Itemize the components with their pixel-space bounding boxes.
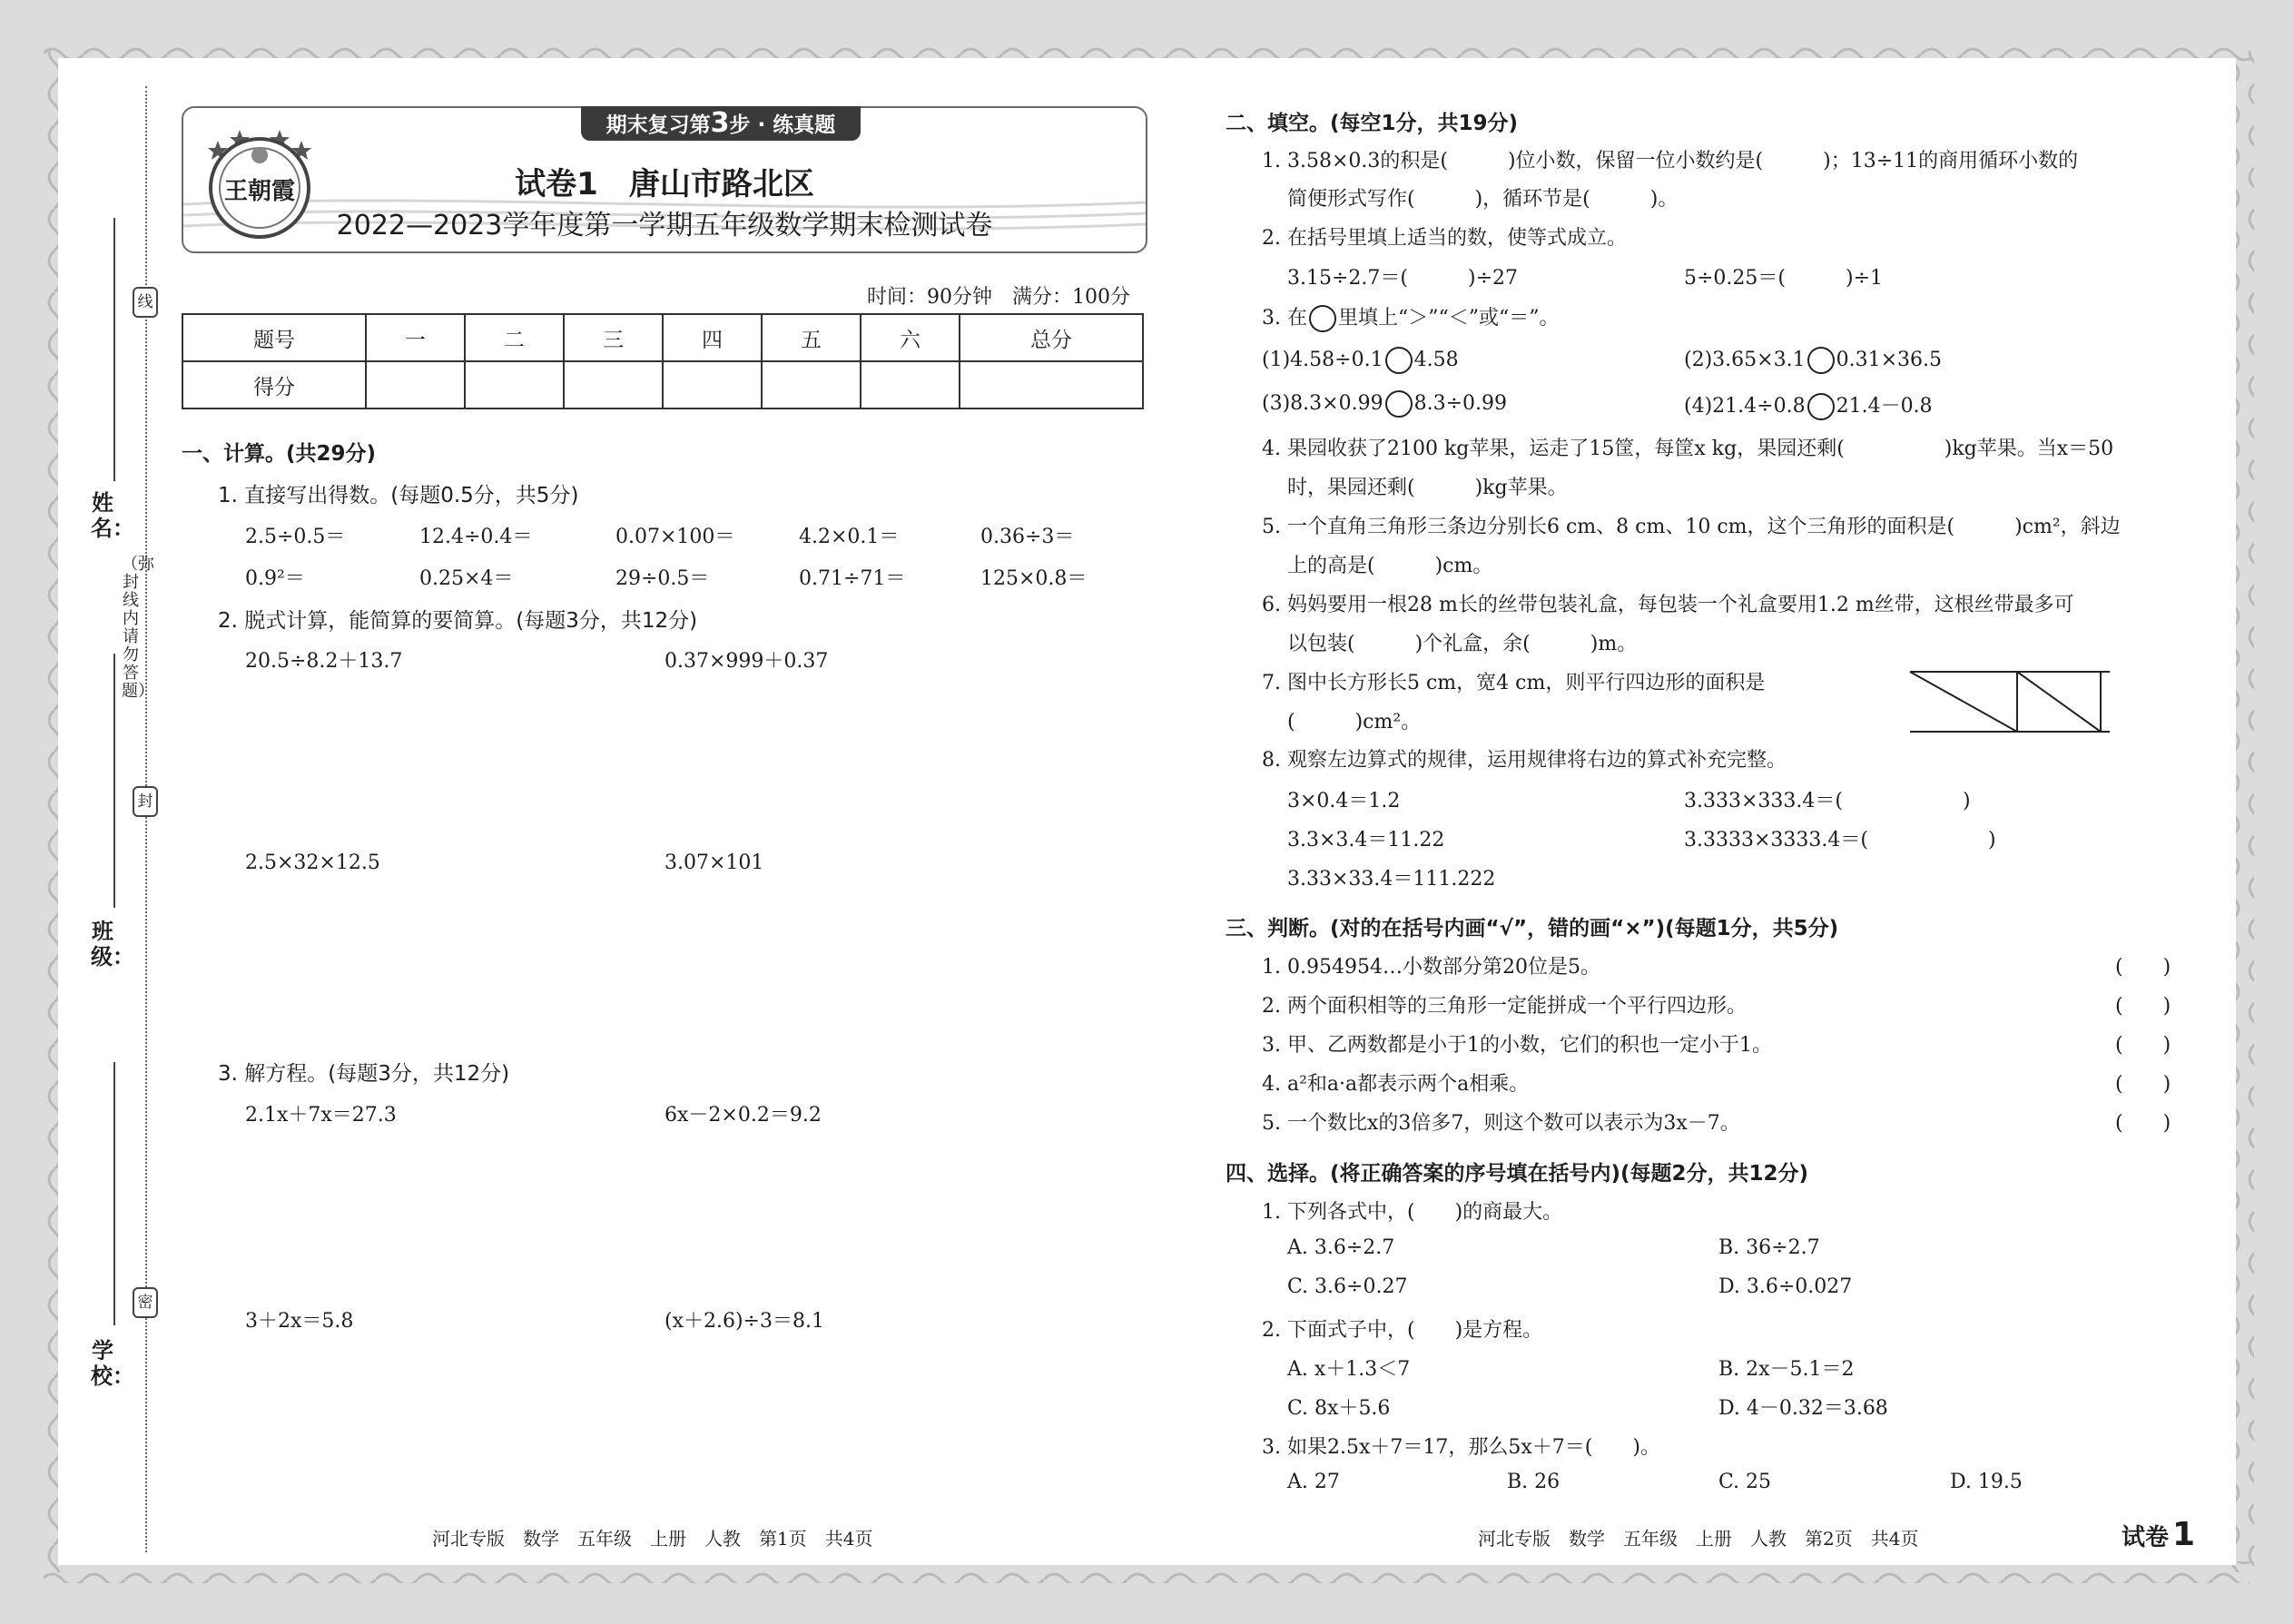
oral-calc: 125×0.8＝	[980, 567, 1088, 590]
score-input-cell[interactable]	[861, 361, 960, 408]
pattern-left: 3.33×33.4＝111.222	[1287, 868, 1496, 891]
judge-item: 2. 两个面积相等的三角形一定能拼成一个平行四边形。	[1262, 995, 1747, 1018]
oral-calc: 0.71÷71＝	[799, 567, 906, 590]
oral-calc: 12.4÷0.4＝	[419, 526, 533, 548]
choice-q1: 1. 下列各式中，( )的商最大。	[1262, 1201, 1563, 1224]
q2-title: 2. 脱式计算，能简算的要简算。(每题3分，共12分)	[218, 609, 698, 633]
choice-q2: 2. 下面式子中，( )是方程。	[1262, 1319, 1543, 1342]
page-footer-right: 河北专版 数学 五年级 上册 人教 第2页 共4页	[1478, 1528, 1919, 1550]
seal-line: 线	[133, 287, 158, 318]
pattern-left: 3.3×3.4＝11.22	[1287, 829, 1445, 851]
judge-item: 1. 0.954954…小数部分第20位是5。	[1262, 956, 1600, 979]
fill-q2a: 3.15÷2.7＝( )÷27	[1287, 267, 1518, 290]
score-cell: 总分	[960, 314, 1143, 361]
judge-answer-blank[interactable]: ( )	[2115, 1112, 2171, 1135]
choice-option: B. 36÷2.7	[1718, 1236, 1820, 1259]
score-input-cell[interactable]	[564, 361, 663, 408]
step-calc: 0.37×999＋0.37	[665, 650, 829, 673]
compare-circle-icon	[1309, 305, 1336, 332]
choice-option: D. 4－0.32＝3.68	[1718, 1397, 1888, 1420]
judge-answer-blank[interactable]: ( )	[2115, 1073, 2171, 1096]
section-2-title: 二、填空。(每空1分，共19分)	[1226, 112, 1519, 135]
fill-q5-line1: 5. 一个直角三角形三条边分别长6 cm、8 cm、10 cm，这个三角形的面积是( )cm²，斜边	[1262, 516, 2121, 538]
oral-calc: 0.9²＝	[245, 567, 305, 590]
fill-q6-line1: 6. 妈妈要用一根28 m长的丝带包装礼盒，每包装一个礼盒要用1.2 m丝带，这根丝带最多可	[1262, 594, 2074, 616]
step-calc: 2.5×32×12.5	[245, 851, 380, 874]
paper-number-badge: 试卷 1	[2122, 1516, 2196, 1553]
fill-q5-line2: 上的高是( )cm。	[1287, 555, 1493, 577]
seal-feng: 封	[133, 786, 158, 817]
compare-circle-icon[interactable]	[1385, 347, 1413, 374]
equation: (x＋2.6)÷3＝8.1	[665, 1310, 824, 1333]
compare-circle-icon[interactable]	[1807, 347, 1835, 374]
score-cell: 二	[465, 314, 564, 361]
score-table-header-row	[182, 314, 1143, 361]
score-input-cell[interactable]	[960, 361, 1143, 408]
score-cell: 一	[366, 314, 465, 361]
pattern-right: 3.333×333.4＝( )	[1684, 790, 1971, 812]
step-calc: 20.5÷8.2＋13.7	[245, 650, 403, 673]
fill-q7-line1: 7. 图中长方形长5 cm，宽4 cm，则平行四边形的面积是	[1262, 672, 1766, 694]
pattern-right: 3.3333×3333.4＝( )	[1684, 829, 1996, 851]
seal-mi: 密	[133, 1287, 158, 1318]
q3-title: 3. 解方程。(每题3分，共12分)	[218, 1062, 510, 1086]
time-info: 时间：90分钟 满分：100分	[867, 286, 1130, 309]
choice-option: A. 3.6÷2.7	[1287, 1236, 1395, 1259]
fill-q4-line2: 时，果园还剩( )kg苹果。	[1287, 477, 1568, 499]
class-label: 班级：	[91, 919, 134, 969]
review-step-tab: 期末复习第3步 · 练真题	[581, 106, 861, 141]
oral-calc: 2.5÷0.5＝	[245, 526, 346, 548]
compare-item: (1)4.58÷0.1 4.58	[1262, 347, 1459, 374]
judge-item: 5. 一个数比x的3倍多7，则这个数可以表示为3x－7。	[1262, 1112, 1740, 1135]
score-cell: 四	[663, 314, 762, 361]
score-cell: 六	[861, 314, 960, 361]
score-input-cell[interactable]	[663, 361, 762, 408]
fill-q2b: 5÷0.25＝( )÷1	[1684, 267, 1884, 290]
fill-q7-line2: ( )cm²。	[1287, 711, 1422, 733]
oral-calc: 0.25×4＝	[419, 567, 514, 590]
score-input-cell[interactable]	[465, 361, 564, 408]
step-calc: 3.07×101	[665, 851, 764, 874]
compare-item: (2)3.65×3.1 0.31×36.5	[1684, 347, 1942, 374]
judge-item: 4. a²和a·a都表示两个a相乘。	[1262, 1073, 1530, 1096]
equation: 3＋2x＝5.8	[245, 1310, 354, 1333]
page-footer-left: 河北专版 数学 五年级 上册 人教 第1页 共4页	[432, 1528, 873, 1550]
compare-circle-icon[interactable]	[1385, 390, 1413, 418]
judge-answer-blank[interactable]: ( )	[2115, 1034, 2171, 1057]
oral-calc: 4.2×0.1＝	[799, 526, 900, 548]
choice-option: C. 8x＋5.6	[1287, 1397, 1391, 1420]
fill-q3: 3. 在 里填上“＞”“＜”或“＝”。	[1262, 302, 1559, 332]
choice-option: D. 3.6÷0.027	[1718, 1275, 1853, 1298]
logo-text: 王朝霞	[223, 178, 296, 205]
fill-q2: 2. 在括号里填上适当的数，使等式成立。	[1262, 227, 1627, 250]
score-input-cell[interactable]	[366, 361, 465, 408]
score-cell: 五	[762, 314, 861, 361]
score-cell: 得分	[182, 361, 366, 408]
choice-option: A. 27	[1287, 1471, 1340, 1493]
oral-calc: 29÷0.5＝	[615, 567, 710, 590]
score-input-cell[interactable]	[762, 361, 861, 408]
fill-q4-line1: 4. 果园收获了2100 kg苹果，运走了15筐，每筐x kg，果园还剩( )kg苹果。当x＝50	[1262, 438, 2114, 460]
choice-q3: 3. 如果2.5x＋7＝17，那么5x＋7＝( )。	[1262, 1436, 1660, 1459]
fill-q8: 8. 观察左边算式的规律，运用规律将右边的算式补充完整。	[1262, 749, 1787, 772]
choice-option: C. 25	[1718, 1471, 1772, 1493]
equation: 6x－2×0.2＝9.2	[665, 1104, 822, 1127]
choice-option: D. 19.5	[1950, 1471, 2023, 1493]
oral-calc: 0.36÷3＝	[980, 526, 1075, 548]
choice-option: C. 3.6÷0.27	[1287, 1275, 1408, 1298]
compare-circle-icon[interactable]	[1807, 393, 1835, 420]
judge-answer-blank[interactable]: ( )	[2115, 956, 2171, 979]
binding-note: （弥封线内请勿答题）	[122, 555, 154, 701]
choice-option: A. x＋1.3＜7	[1287, 1358, 1411, 1381]
score-table-score-row	[182, 361, 1143, 408]
exam-header	[182, 106, 1147, 253]
section-4-title: 四、选择。(将正确答案的序号填在括号内)(每题2分，共12分)	[1226, 1162, 1809, 1186]
school-field[interactable]	[113, 1062, 115, 1325]
judge-answer-blank[interactable]: ( )	[2115, 995, 2171, 1018]
oral-calc: 0.07×100＝	[615, 526, 735, 548]
choice-option: B. 26	[1507, 1471, 1561, 1493]
equation: 2.1x＋7x＝27.3	[245, 1104, 397, 1127]
choice-option: B. 2x－5.1＝2	[1718, 1358, 1855, 1381]
name-label: 姓名：	[91, 490, 134, 541]
judge-item: 3. 甲、乙两数都是小于1的小数，它们的积也一定小于1。	[1262, 1034, 1772, 1057]
school-label: 学校：	[91, 1338, 134, 1389]
exam-subtitle: 2022—2023学年度第一学期五年级数学期末检测试卷	[336, 210, 993, 241]
class-field[interactable]	[113, 654, 115, 908]
section-1-title: 一、计算。(共29分)	[182, 442, 377, 466]
exam-title: 试卷1 唐山市路北区	[515, 166, 814, 202]
fill-q6-line2: 以包装( )个礼盒，余( )m。	[1287, 633, 1638, 655]
rectangle-parallelogram-figure	[1906, 668, 2113, 735]
fill-q1-line2: 简便形式写作( )，循环节是( )。	[1287, 188, 1679, 211]
q1-title: 1. 直接写出得数。(每题0.5分，共5分)	[218, 484, 579, 507]
score-cell: 题号	[182, 314, 366, 361]
fill-q1-line1: 1. 3.58×0.3的积是( )位小数，保留一位小数约是( )；13÷11的商用循环小数的	[1262, 150, 2079, 172]
score-cell: 三	[564, 314, 663, 361]
name-field[interactable]	[113, 218, 115, 481]
section-3-title: 三、判断。(对的在括号内画“√”，错的画“×”)(每题1分，共5分)	[1226, 917, 1839, 940]
compare-item: (4)21.4÷0.8 21.4－0.8	[1684, 390, 1933, 420]
compare-item: (3)8.3×0.99 8.3÷0.99	[1262, 390, 1507, 418]
score-table	[182, 313, 1144, 409]
pattern-left: 3×0.4＝1.2	[1287, 790, 1401, 812]
